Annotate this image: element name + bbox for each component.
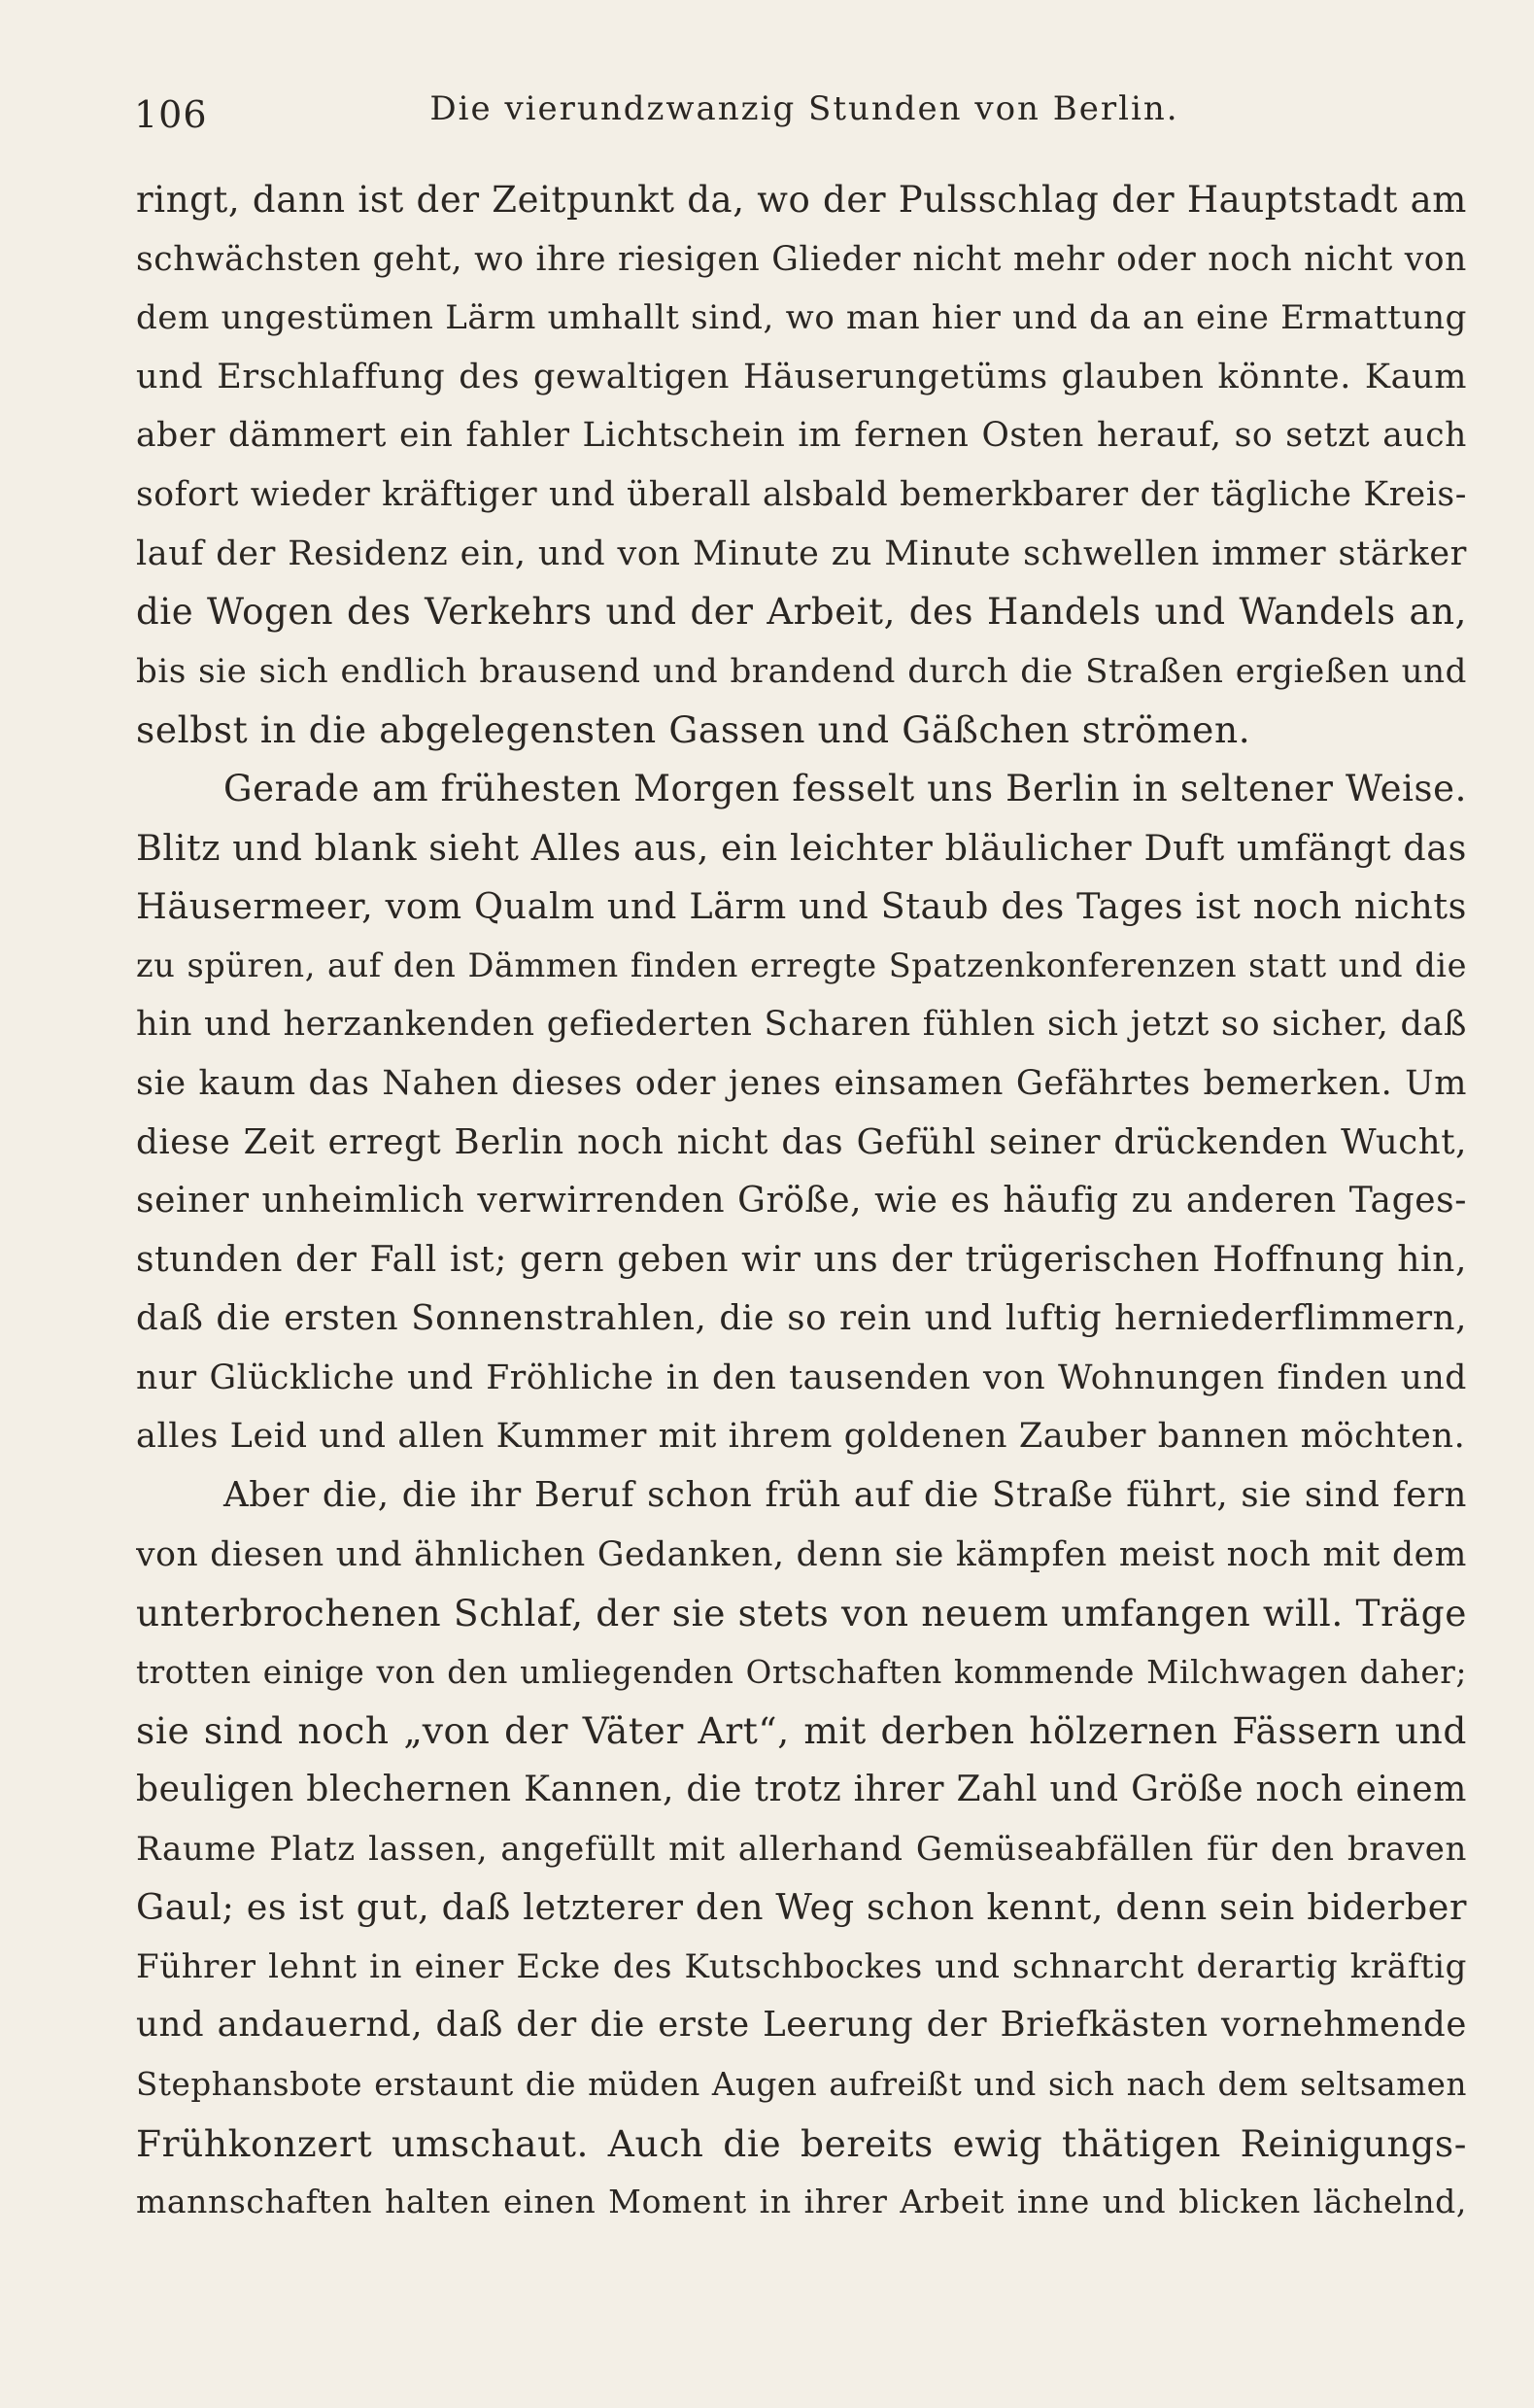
text-line: mannschaften halten einen Moment in ihrer Arbeit inne und blicken lächelnd, [136,2183,1467,2221]
text-line: sofort wieder kräftiger und überall alsbald bemerkbarer der tägliche Kreis- [136,474,1467,514]
text-line: bis sie sich endlich brausend und brandend durch die Straßen ergießen und [136,651,1467,691]
body-text [136,171,1467,2232]
text-line: nur Glückliche und Fröhliche in den tausenden von Wohnungen finden und [136,1358,1467,1397]
text-line: unterbrochenen Schlaf, der sie stets von neuem umfangen will. Träge [136,1592,1467,1635]
text-line: und Erschlaffung des gewaltigen Häuserungetüms glauben könnte. Kaum [136,357,1467,396]
text-line: Aber die, die ihr Beruf schon früh auf die Straße führt, sie sind fern [223,1475,1467,1516]
text-line: seiner unheimlich verwirrenden Größe, wie es häufig zu anderen Tages- [136,1181,1467,1221]
text-line: hin und herzankenden gefiederten Scharen fühlen sich jetzt so sicher, daß [136,1005,1467,1045]
page-header [134,89,1475,138]
text-line: und andauernd, daß der die erste Leerung der Briefkästen vornehmende [136,2005,1467,2046]
text-line: Stephansbote erstaunt die müden Augen aufreißt und sich nach dem seltsamen [136,2066,1467,2103]
page-number: 106 [134,93,208,136]
text-line: Frühkonzert umschaut. Auch die bereits ewig thätigen Reinigungs- [136,2121,1467,2165]
text-line: aber dämmert ein fahler Lichtschein im fernen Osten herauf, so setzt auch [136,416,1467,456]
text-line: zu spüren, auf den Dämmen finden erregte Spatzenkonferenzen statt und die [136,946,1467,984]
text-line: sie sind noch „von der Väter Art“, mit derben hölzernen Fässern und [136,1709,1467,1753]
text-line: von diesen und ähnlichen Gedanken, denn sie kämpfen meist noch mit dem [136,1534,1467,1574]
text-line: sie kaum das Nahen dieses oder jenes einsamen Gefährtes bemerken. Um [136,1063,1467,1103]
text-line: Führer lehnt in einer Ecke des Kutschbockes und schnarcht derartig kräftig [136,1946,1467,1986]
text-line: stunden der Fall ist; gern geben wir uns der trügerischen Hoffnung hin, [136,1239,1467,1280]
text-line: dem ungestümen Lärm umhallt sind, wo man hier und da an eine Ermattung [136,298,1467,338]
text-line: alles Leid und allen Kummer mit ihrem goldenen Zauber bannen möchten. [136,1417,1466,1457]
text-line: selbst in die abgelegensten Gassen und Gäßchen strömen. [136,708,1251,752]
text-line: daß die ersten Sonnenstrahlen, die so rein und luftig herniederflimmern, [136,1298,1467,1339]
text-line: diese Zeit erregt Berlin noch nicht das Gefühl seiner drückenden Wucht, [136,1121,1467,1162]
text-line: lauf der Residenz ein, und von Minute zu Minute schwellen immer stärker [136,533,1467,573]
text-line: Blitz und blank sieht Alles aus, ein leichter bläulicher Duft umfängt das [136,826,1467,869]
text-line: Gerade am frühesten Morgen fesselt uns Berlin in seltener Weise. [223,767,1467,809]
running-title: Die vierundzwanzig Stunden von Berlin. [429,89,1179,128]
text-line: Raume Platz lassen, angefüllt mit allerhand Gemüseabfällen für den braven [136,1829,1467,1869]
text-line: die Wogen des Verkehrs und der Arbeit, des Handels und Wandels an, [136,591,1467,634]
text-line: trotten einige von den umliegenden Ortschaften kommende Milchwagen daher; [136,1653,1467,1691]
text-line: ringt, dann ist der Zeitpunkt da, wo der Pulsschlag der Hauptstadt am [136,179,1467,221]
text-line: schwächsten geht, wo ihre riesigen Glieder nicht mehr oder noch nicht von [136,239,1467,279]
text-line: Gaul; es ist gut, daß letzterer den Weg schon kennt, denn sein biderber [136,1886,1467,1929]
text-line: beuligen blechernen Kannen, die trotz ihrer Zahl und Größe noch einem [136,1770,1467,1810]
text-line: Häusermeer, vom Qualm und Lärm und Staub des Tages ist noch nichts [136,885,1467,928]
